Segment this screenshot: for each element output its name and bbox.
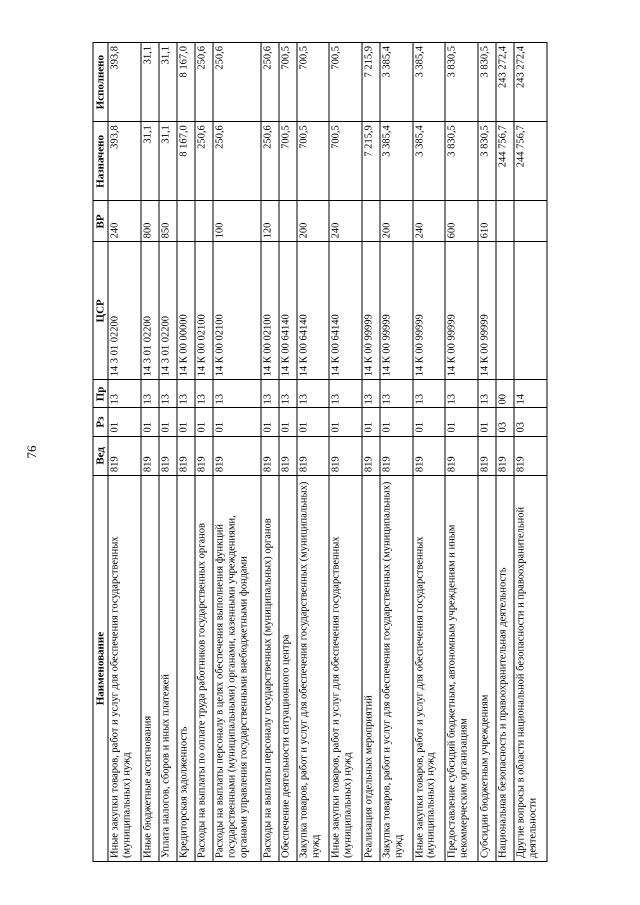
cell-ispoln: 3 385,4 [380,43,413,122]
cell-ispoln: 250,6 [261,43,279,122]
cell-pr: 13 [413,380,446,408]
cell-csr: 14 К 00 99999 [362,242,380,380]
cell-nazn: 250,6 [195,122,213,201]
cell-ispoln: 8 167,0 [177,43,195,122]
cell-name: Реализация отдельных мероприятий [362,476,380,862]
cell-ved: 819 [445,436,478,476]
cell-csr: 14 К 00 64140 [297,242,330,380]
cell-nazn: 7 215,9 [362,122,380,201]
cell-ved: 819 [329,436,362,476]
cell-vr: 120 [261,201,279,242]
table-row [514,43,547,862]
table-row [478,43,496,862]
cell-pr: 13 [195,380,213,408]
cell-name: Расходы на выплаты персоналу в целях обеспечения выполнения функций государственными (муниципальными) органами, казенными учреждениями, органами управления государственными внебюджетными фондами [213,476,260,862]
cell-nazn: 244 756,7 [514,122,547,201]
cell-csr [514,242,547,380]
cell-ved: 819 [514,436,547,476]
cell-rz: 01 [478,408,496,436]
cell-rz: 01 [261,408,279,436]
cell-pr: 13 [297,380,330,408]
cell-pr: 13 [213,380,260,408]
cell-pr: 00 [496,380,514,408]
cell-vr [514,201,547,242]
cell-ispoln: 700,5 [329,43,362,122]
cell-nazn: 3 830,5 [478,122,496,201]
cell-name: Иные бюджетные ассигнования [141,476,159,862]
rotated-table-container [93,42,548,862]
cell-rz: 01 [329,408,362,436]
cell-vr: 200 [380,201,413,242]
table-row [213,43,260,862]
table-row [261,43,279,862]
cell-csr: 14 К 00 99999 [445,242,478,380]
cell-pr: 13 [261,380,279,408]
cell-pr: 13 [478,380,496,408]
cell-ispoln: 3 830,5 [445,43,478,122]
table-row [329,43,362,862]
cell-vr: 240 [329,201,362,242]
cell-pr: 13 [380,380,413,408]
table-row [380,43,413,862]
cell-nazn: 700,5 [329,122,362,201]
cell-csr [496,242,514,380]
cell-pr: 13 [329,380,362,408]
cell-vr [279,201,297,242]
cell-name: Иные закупки товаров, работ и услуг для обеспечения государственных (муниципальных) нужд [108,476,141,862]
table-body [108,43,547,862]
cell-pr: 13 [362,380,380,408]
table-header-row [93,43,108,862]
cell-csr: 14 К 00 99999 [413,242,446,380]
cell-rz: 01 [141,408,159,436]
cell-name: Другие вопросы в области национальной безопасности и правоохранительной деятельности [514,476,547,862]
cell-vr [362,201,380,242]
cell-ispoln: 3 385,4 [413,43,446,122]
cell-name: Расходы на выплаты по оплате труда работников государственных органов [195,476,213,862]
cell-csr: 14 К 00 99999 [380,242,413,380]
cell-ispoln: 243 272,4 [496,43,514,122]
table-row [177,43,195,862]
cell-nazn: 250,6 [261,122,279,201]
cell-ved: 819 [261,436,279,476]
cell-name: Субсидии бюджетным учреждениям [478,476,496,862]
cell-rz: 01 [445,408,478,436]
cell-nazn: 250,6 [213,122,260,201]
cell-vr: 850 [159,201,177,242]
table-row [496,43,514,862]
cell-ved: 819 [413,436,446,476]
table-row [297,43,330,862]
cell-ispoln: 7 215,9 [362,43,380,122]
cell-nazn: 3 830,5 [445,122,478,201]
header-name: Наименование [93,476,108,862]
cell-name: Иные закупки товаров, работ и услуг для обеспечения государственных (муниципальных) нужд [413,476,446,862]
cell-csr: 14 К 00 64140 [279,242,297,380]
header-vr: ВР [93,201,108,242]
cell-rz: 03 [496,408,514,436]
cell-vr [177,201,195,242]
cell-name: Предоставление субсидий бюджетным, автономным учреждениям и иным некоммерческим организациям [445,476,478,862]
cell-pr: 13 [177,380,195,408]
cell-rz: 01 [279,408,297,436]
cell-ispoln: 250,6 [213,43,260,122]
table-row [141,43,159,862]
cell-vr: 240 [108,201,141,242]
cell-vr: 100 [213,201,260,242]
cell-ispoln: 250,6 [195,43,213,122]
cell-ispoln: 393,8 [108,43,141,122]
cell-pr: 13 [279,380,297,408]
cell-vr: 600 [445,201,478,242]
cell-csr: 14 К 00 00000 [177,242,195,380]
cell-nazn: 8 167,0 [177,122,195,201]
cell-csr: 14 К 00 02100 [213,242,260,380]
cell-name: Закупка товаров, работ и услуг для обеспечения государственных (муниципальных) нужд [297,476,330,862]
cell-csr: 14 К 00 64140 [329,242,362,380]
cell-name: Национальная безопасность и правоохранительная деятельность [496,476,514,862]
cell-nazn: 700,5 [297,122,330,201]
cell-ved: 819 [279,436,297,476]
cell-rz: 01 [159,408,177,436]
header-ved: Вед [93,436,108,476]
cell-ved: 819 [380,436,413,476]
cell-pr: 14 [514,380,547,408]
cell-ved: 819 [108,436,141,476]
table-row [159,43,177,862]
table-row [445,43,478,862]
cell-vr [195,201,213,242]
cell-nazn: 3 385,4 [380,122,413,201]
cell-rz: 01 [108,408,141,436]
cell-name: Иные закупки товаров, работ и услуг для обеспечения государственных (муниципальных) нужд [329,476,362,862]
cell-ved: 819 [213,436,260,476]
cell-rz: 01 [195,408,213,436]
cell-vr: 200 [297,201,330,242]
cell-nazn: 3 385,4 [413,122,446,201]
cell-nazn: 31,1 [141,122,159,201]
table-row [279,43,297,862]
header-nazn: Назначено [93,122,108,201]
cell-ispoln: 700,5 [279,43,297,122]
cell-rz: 01 [413,408,446,436]
cell-name: Уплата налогов, сборов и иных платежей [159,476,177,862]
cell-ved: 819 [195,436,213,476]
cell-ispoln: 3 830,5 [478,43,496,122]
cell-nazn: 244 756,7 [496,122,514,201]
cell-csr: 14 К 00 99999 [478,242,496,380]
cell-vr: 610 [478,201,496,242]
cell-ispoln: 700,5 [297,43,330,122]
cell-ved: 819 [362,436,380,476]
cell-ved: 819 [297,436,330,476]
cell-csr: 14 3 01 02200 [159,242,177,380]
cell-ispoln: 31,1 [141,43,159,122]
cell-rz: 01 [177,408,195,436]
cell-name: Кредиторская задолженность [177,476,195,862]
cell-name: Расходы на выплаты персоналу государственных (муниципальных) органов [261,476,279,862]
cell-rz: 01 [380,408,413,436]
cell-ved: 819 [478,436,496,476]
header-csr: ЦСР [93,242,108,380]
cell-pr: 13 [108,380,141,408]
cell-ved: 819 [159,436,177,476]
cell-nazn: 31,1 [159,122,177,201]
header-rz: Рз [93,408,108,436]
cell-rz: 01 [362,408,380,436]
page-number: 76 [24,445,39,459]
table-row [362,43,380,862]
cell-nazn: 700,5 [279,122,297,201]
cell-vr: 800 [141,201,159,242]
cell-rz: 01 [297,408,330,436]
budget-table [93,42,548,862]
cell-ved: 819 [177,436,195,476]
cell-name: Обеспечение деятельности ситуационного центра [279,476,297,862]
cell-nazn: 393,8 [108,122,141,201]
cell-csr: 14 3 01 02200 [141,242,159,380]
table-row [195,43,213,862]
cell-csr: 14 К 00 02100 [195,242,213,380]
table-row [413,43,446,862]
cell-csr: 14 К 00 02100 [261,242,279,380]
cell-ispoln: 243 272,4 [514,43,547,122]
cell-pr: 13 [141,380,159,408]
cell-name: Закупка товаров, работ и услуг для обеспечения государственных (муниципальных) нужд [380,476,413,862]
header-pr: Пр [93,380,108,408]
cell-vr: 240 [413,201,446,242]
cell-ved: 819 [496,436,514,476]
cell-ispoln: 31,1 [159,43,177,122]
header-ispoln: Исполнено [93,43,108,122]
cell-pr: 13 [159,380,177,408]
cell-ved: 819 [141,436,159,476]
cell-vr [496,201,514,242]
cell-pr: 13 [445,380,478,408]
table-row [108,43,141,862]
cell-csr: 14 3 01 02200 [108,242,141,380]
cell-rz: 03 [514,408,547,436]
cell-rz: 01 [213,408,260,436]
